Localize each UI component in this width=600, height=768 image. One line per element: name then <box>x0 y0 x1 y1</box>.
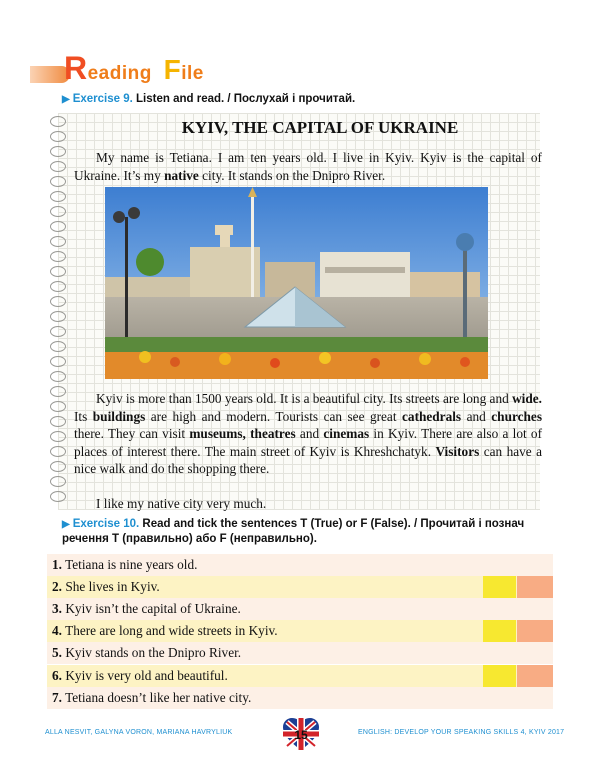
footer-book-title: ENGLISH: DEVELOP YOUR SPEAKING SKILLS 4, KYIV 2017 <box>358 729 565 736</box>
spiral-ring <box>50 401 66 412</box>
spiral-ring <box>50 281 66 292</box>
spiral-ring <box>50 206 66 217</box>
spiral-ring <box>50 296 66 307</box>
table-row <box>47 598 553 620</box>
vocabulary-word: cathedrals <box>402 408 462 424</box>
kyiv-maidan-photo <box>105 187 488 379</box>
vocabulary-word: Visitors <box>435 443 480 459</box>
paragraph-3: I like my native city very much. <box>96 496 267 511</box>
true-answer-cell[interactable] <box>483 554 516 576</box>
spiral-ring <box>50 386 66 397</box>
false-answer-cell[interactable] <box>517 687 553 709</box>
spiral-ring <box>50 221 66 232</box>
vocabulary-word: wide. <box>512 391 542 406</box>
statement-sentence: Kyiv stands on the Dnipro River. <box>65 645 242 660</box>
table-row <box>47 576 553 598</box>
spiral-ring <box>50 431 66 442</box>
text-segment: and <box>461 408 492 424</box>
table-row <box>47 687 553 709</box>
spiral-ring <box>50 461 66 472</box>
statement-sentence: Tetiana doesn’t like her native city. <box>65 690 252 705</box>
spiral-ring <box>50 311 66 322</box>
spiral-ring <box>50 161 66 172</box>
statement-text <box>52 601 241 617</box>
spiral-ring <box>50 176 66 187</box>
true-answer-cell[interactable] <box>483 687 516 709</box>
statement-number: 4. <box>52 623 62 638</box>
paragraph-2 <box>74 390 542 478</box>
spiral-ring <box>50 446 66 457</box>
reading-file-logo: Reading File <box>64 50 204 86</box>
spiral-ring <box>50 476 66 487</box>
statement-number: 5. <box>52 645 62 660</box>
union-jack-heart-icon <box>283 718 319 752</box>
table-row <box>47 620 553 642</box>
statement-text <box>52 623 278 639</box>
statement-text <box>52 645 241 661</box>
statement-text <box>52 579 160 595</box>
exercise-10-heading: ▶ Exercise 10. Read and tick the sentences T (True) or F (False). / Прочитай і познач речення T (правильно) або F (неправильно). <box>62 518 525 545</box>
true-answer-cell[interactable] <box>483 620 516 642</box>
spiral-binding <box>50 116 70 508</box>
statement-number: 3. <box>52 601 62 616</box>
exercise-9-heading: ▶ Exercise 9. Listen and read. / Послухай і прочитай. <box>62 93 356 105</box>
spiral-ring <box>50 251 66 262</box>
spiral-ring <box>50 146 66 157</box>
page-number: 15 <box>294 728 308 742</box>
spiral-ring <box>50 131 66 142</box>
spiral-ring <box>50 341 66 352</box>
true-answer-cell[interactable] <box>483 598 516 620</box>
text-title: KYIV, THE CAPITAL OF UKRAINE <box>181 118 459 137</box>
triangle-bullet-icon: ▶ <box>62 519 70 530</box>
false-answer-cell[interactable] <box>517 554 553 576</box>
spiral-ring <box>50 116 66 127</box>
spiral-ring <box>50 356 66 367</box>
statement-number: 7. <box>52 690 62 705</box>
false-answer-cell[interactable] <box>517 576 553 598</box>
spiral-ring <box>50 371 66 382</box>
statement-text <box>52 690 251 706</box>
text-segment: can have a nice walk and do the shopping there. <box>74 443 542 476</box>
false-answer-cell[interactable] <box>517 642 553 664</box>
true-answer-cell[interactable] <box>483 576 516 598</box>
vocabulary-word: cinemas <box>323 426 370 441</box>
table-row <box>47 665 553 687</box>
vocabulary-word: churches <box>491 408 542 424</box>
spiral-ring <box>50 416 66 427</box>
true-answer-cell[interactable] <box>483 642 516 664</box>
text-segment: and <box>295 426 324 441</box>
statement-text <box>52 557 197 573</box>
spiral-ring <box>50 191 66 202</box>
table-row <box>47 554 553 576</box>
true-answer-cell[interactable] <box>483 665 516 687</box>
vocabulary-word: museums, <box>189 426 246 441</box>
statement-sentence: There are long and wide streets in Kyiv. <box>65 623 278 638</box>
text-segment: there. They can visit <box>74 426 190 441</box>
statement-sentence: Kyiv isn’t the capital of Ukraine. <box>65 601 241 616</box>
false-answer-cell[interactable] <box>517 620 553 642</box>
statement-sentence: She lives in Kyiv. <box>65 579 160 594</box>
footer-authors: ALLA NESVIT, GALYNA VORON, MARIANA HAVRYLIUK <box>45 729 233 736</box>
statement-sentence: Tetiana is nine years old. <box>65 557 198 572</box>
vocabulary-word: buildings <box>92 408 146 424</box>
spiral-ring <box>50 491 66 502</box>
text-segment: in Kyiv. There are also a lot of places of interest there. The main street of Kyiv is Khreshchatyk. <box>74 426 542 459</box>
statement-sentence: Kyiv is very old and beautiful. <box>65 668 228 683</box>
false-answer-cell[interactable] <box>517 665 553 687</box>
statement-text <box>52 668 228 684</box>
statement-number: 1. <box>52 557 62 572</box>
paragraph-1: My name is Tetiana. I am ten years old. I live in Kyiv. Kyiv is the capital of Ukraine. It’s my native city. It stands on the Dnipro River. <box>74 150 542 183</box>
spiral-ring <box>50 326 66 337</box>
spiral-ring <box>50 236 66 247</box>
false-answer-cell[interactable] <box>517 598 553 620</box>
text-segment: Its <box>74 408 93 424</box>
text-segment: Kyiv is more than 1500 years old. It is a beautiful city. Its streets are long and <box>96 391 513 406</box>
statement-number: 2. <box>52 579 62 594</box>
triangle-bullet-icon: ▶ <box>62 94 70 105</box>
text-segment: are high and modern. Tourists can see great <box>145 408 403 424</box>
table-row <box>47 642 553 664</box>
vocabulary-word: theatres <box>250 426 296 441</box>
statement-number: 6. <box>52 668 62 683</box>
spiral-ring <box>50 266 66 277</box>
